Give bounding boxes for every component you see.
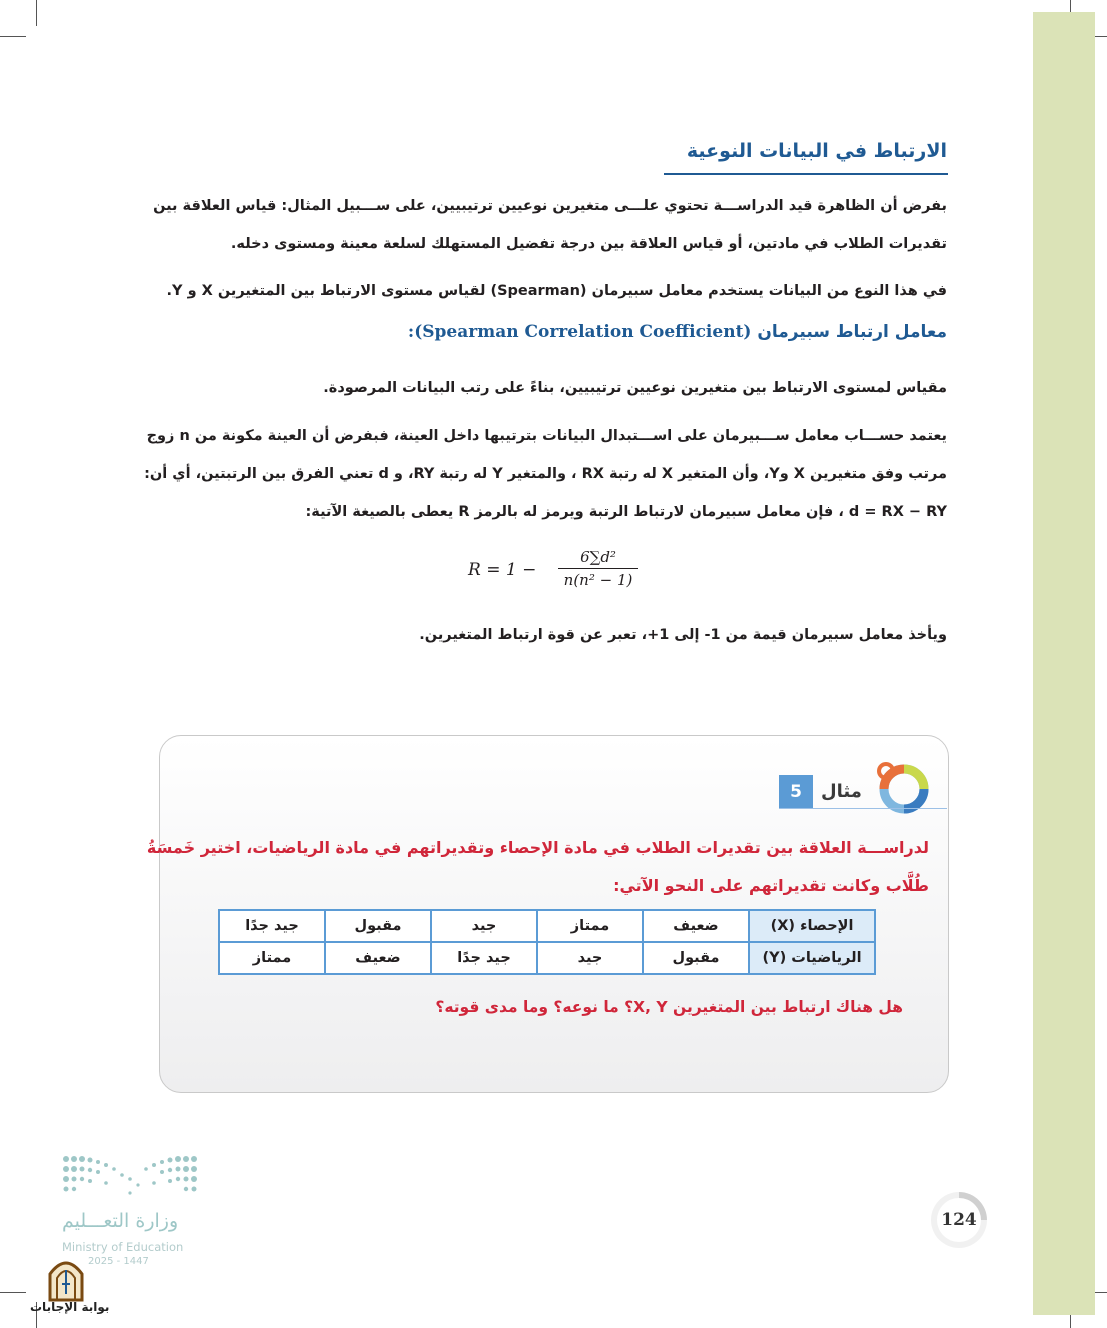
section-title: الارتباط في البيانات النوعية (686, 140, 947, 162)
table-cell: ضعيف (643, 910, 749, 942)
formula-numerator: 6∑d² (558, 548, 638, 569)
grades-table (218, 909, 876, 975)
table-cell: ممتاز (219, 942, 325, 974)
intro-line: بفرض أن الظاهرة قيد الدراســـة تحتوي علـــى متغيرين نوعيين ترتيبيين، على ســـبيل المثال: قياس العلاقة بين (153, 198, 947, 214)
example-header (779, 775, 947, 809)
method-paragraph (144, 417, 947, 531)
usage-paragraph (147, 272, 947, 310)
example-question: هل هناك ارتباط بين المتغيرين X, Y؟ ما نوعه؟ وما مدى قوته؟ (435, 998, 903, 1016)
table-row-header: الرياضيات (Y) (749, 942, 875, 974)
title-underline (664, 173, 948, 175)
table-cell: جيد (537, 942, 643, 974)
crop-mark (0, 36, 26, 37)
range-note (147, 616, 947, 654)
example-number: 5 (779, 775, 813, 809)
example-label: مثال (821, 781, 862, 802)
table-cell: مقبول (643, 942, 749, 974)
example-header-rule (779, 808, 947, 809)
intro-line: تقديرات الطلاب في مادتين، أو قياس العلاقة بين درجة تفضيل المستهلك لسلعة معينة ومستوى دخله. (230, 236, 947, 252)
definition-line: مقياس لمستوى الارتباط بين متغيرين نوعيين ترتيبيين، بناءً على رتب البيانات المرصودة. (323, 380, 947, 396)
spearman-formula (468, 548, 648, 598)
page-number: 124 (937, 1198, 981, 1242)
page-number-badge (931, 1192, 987, 1248)
table-cell: ضعيف (325, 942, 431, 974)
table-row-header: الإحصاء (X) (749, 910, 875, 942)
ministry-year: 2025 - 1447 (88, 1256, 149, 1267)
table-cell: جيد (431, 910, 537, 942)
table-cell: مقبول (325, 910, 431, 942)
ministry-name-english: Ministry of Education (62, 1240, 184, 1254)
gate-logo-icon (44, 1254, 88, 1302)
intro-paragraph (147, 187, 947, 263)
method-line: يعتمد حســـاب معامل ســـبيرمان على اســـتبدال البيانات بترتيبها داخل العينة، فبفرض أن العينة مكونة من n زوج (146, 428, 947, 444)
formula-denominator: n(n² − 1) (563, 571, 633, 589)
method-line: مرتب وفق متغيرين X وY، وأن المتغير X له رتبة RX ، والمتغير Y له رتبة RY، و d تعني الفرق بين الرتبتين، أي أن: (144, 466, 947, 482)
ministry-name-arabic: وزارة التعـــليم (62, 1210, 179, 1232)
table-cell: جيد جدًا (431, 942, 537, 974)
table-row (219, 910, 875, 942)
definition-paragraph (147, 369, 947, 407)
table-row (219, 942, 875, 974)
usage-line: في هذا النوع من البيانات يستخدم معامل سبيرمان (Spearman) لقياس مستوى الارتباط بين المتغيرين X و Y. (166, 283, 947, 299)
ministry-logo-icon (62, 1155, 198, 1199)
crop-mark (36, 0, 37, 26)
table-cell: ممتاز (537, 910, 643, 942)
example-text (613, 876, 929, 895)
formula-lhs: R = 1 − (468, 560, 537, 580)
table-cell: جيد جدًا (219, 910, 325, 942)
range-note-line: ويأخذ معامل سبيرمان قيمة من 1- إلى 1+، تعبر عن قوة ارتباط المتغيرين. (419, 627, 947, 643)
site-name: بوابة الإجابات (30, 1300, 110, 1314)
crop-mark (0, 1292, 26, 1293)
page-side-strip (1033, 12, 1095, 1315)
subheading-english: (Spearman Correlation Coefficient): (407, 322, 752, 342)
example-text-line: طُلَّاب وكانت تقديراتهم على النحو الآتي: (613, 876, 929, 895)
formula-fraction (558, 548, 638, 589)
method-line: d = RX − RY ، فإن معامل سبيرمان لارتباط الرتبة ويرمز له بالرمز R يعطى بالصيغة الآتية: (305, 504, 947, 520)
example-text (147, 838, 929, 857)
spearman-subheading (408, 322, 947, 342)
subheading-arabic: معامل ارتباط سبيرمان (757, 322, 947, 342)
example-text-line: لدراســـة العلاقة بين تقديرات الطلاب في مادة الإحصاء وتقديراتهم في مادة الرياضيات، اختير خَمسَةُ (146, 838, 929, 857)
